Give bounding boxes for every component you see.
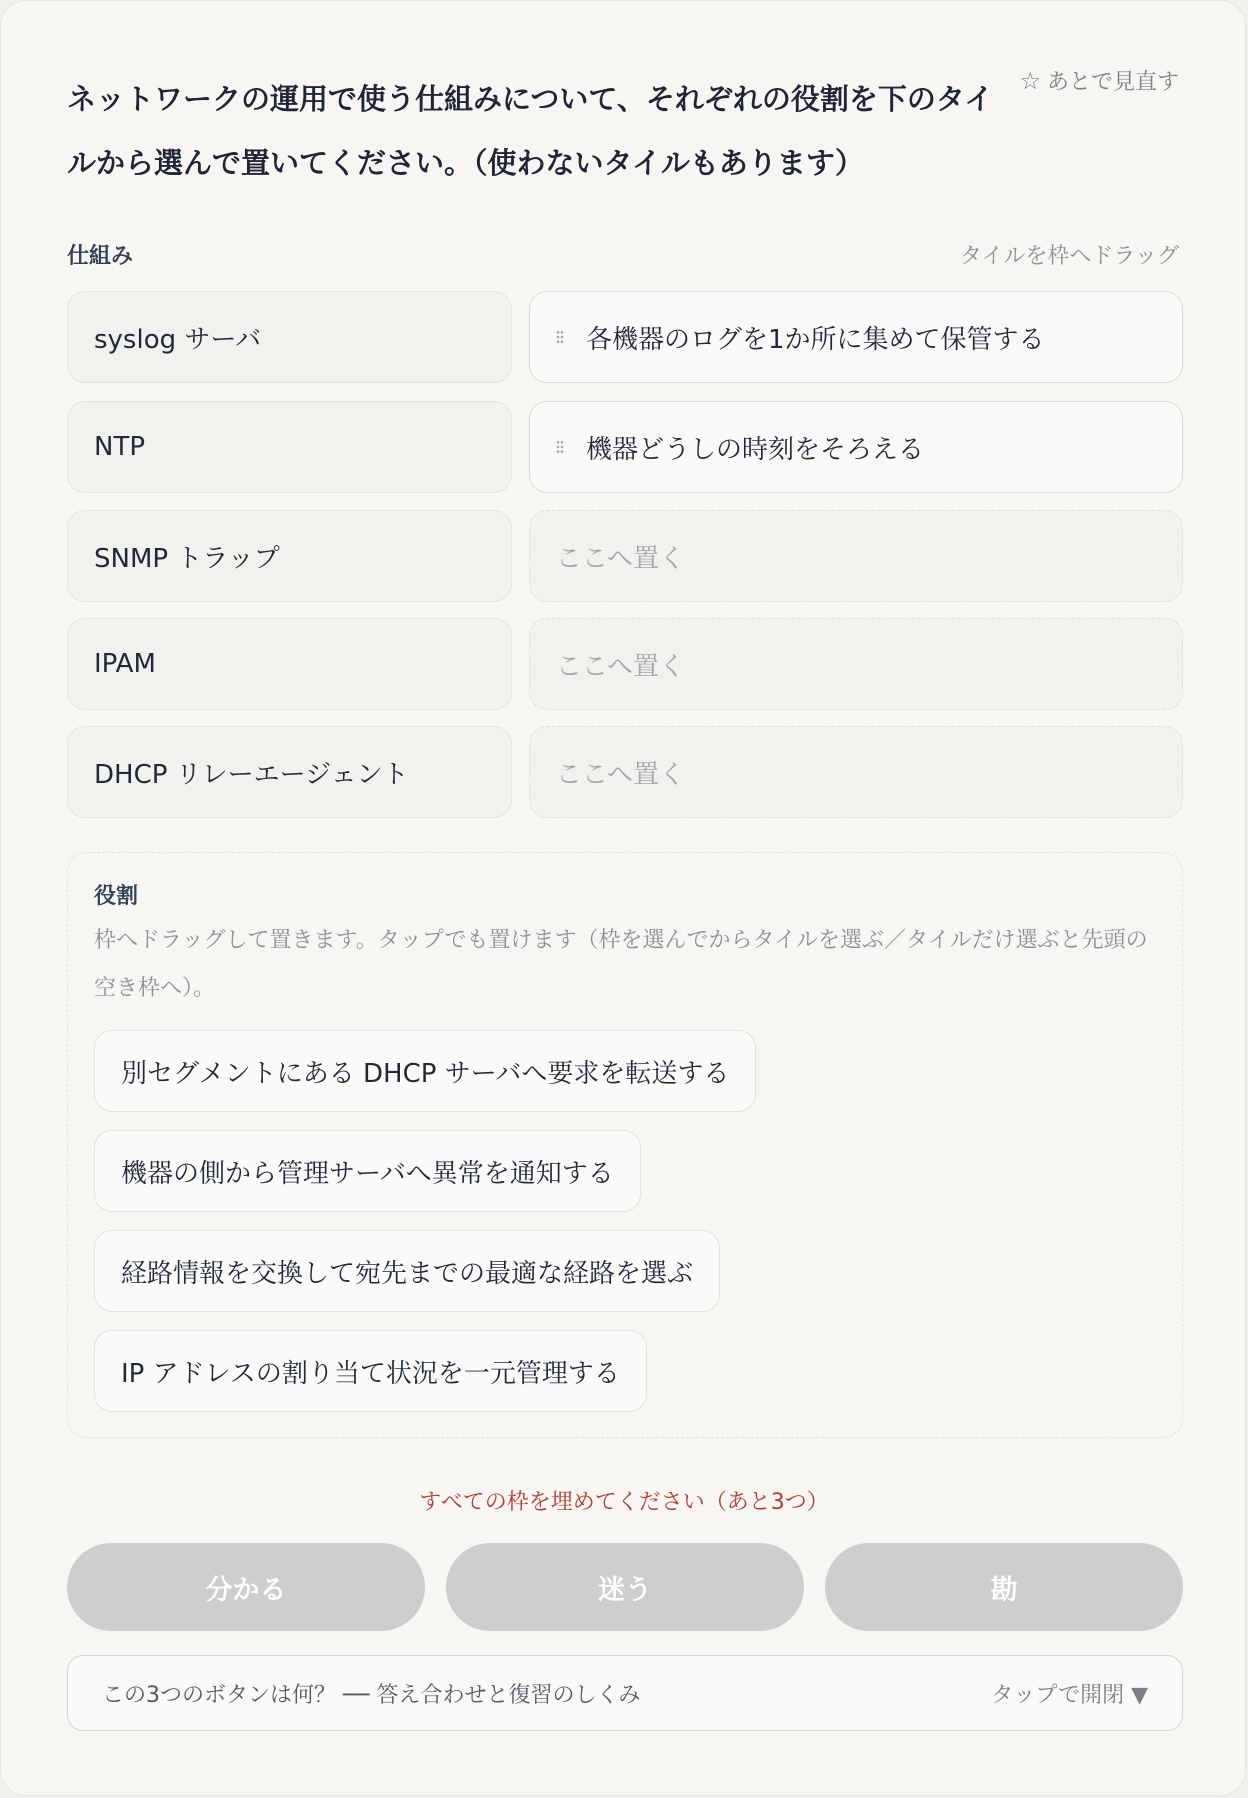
review-later-button[interactable] (1019, 65, 1179, 96)
mechanisms-header (67, 239, 1179, 270)
drag-handle-icon[interactable] (556, 330, 564, 344)
drop-slot-snmp-trap[interactable] (529, 510, 1183, 602)
term-syslog: syslog サーバ (67, 291, 512, 383)
confidence-buttons (67, 1543, 1183, 1631)
help-accordion-toggle[interactable]: タップで開閉 ▼ (991, 1682, 1148, 1708)
drop-placeholder: ここへ置く (556, 651, 685, 682)
role-tile[interactable]: 別セグメントにある DHCP サーバへ要求を転送する (94, 1030, 756, 1112)
drop-slot-ipam[interactable] (529, 618, 1183, 710)
roles-tile-pool (67, 852, 1183, 1438)
drop-placeholder: ここへ置く (556, 543, 685, 574)
know-button[interactable]: 分かる (67, 1543, 425, 1631)
drop-slot-dhcp-relay[interactable] (529, 726, 1183, 818)
match-row (67, 510, 1183, 602)
match-row (67, 401, 1183, 493)
drop-slot-ntp[interactable] (529, 401, 1183, 493)
drag-hint: タイルを枠へドラッグ (959, 244, 1179, 269)
match-row (67, 291, 1183, 383)
guess-button[interactable]: 勘 (825, 1543, 1183, 1631)
term-ipam: IPAM (67, 618, 512, 710)
term-snmp-trap: SNMP トラップ (67, 510, 512, 602)
role-tile[interactable]: 経路情報を交換して宛先までの最適な経路を選ぶ (94, 1230, 720, 1312)
placed-tile-label: 各機器のログを1か所に集めて保管する (586, 324, 1045, 355)
unsure-button[interactable]: 迷う (446, 1543, 804, 1631)
review-later-label: あとで見直す (1046, 70, 1179, 95)
drop-slot-syslog[interactable] (529, 291, 1183, 383)
star-outline-icon: ☆ (1019, 66, 1041, 95)
role-tile[interactable]: IP アドレスの割り当て状況を一元管理する (94, 1330, 647, 1412)
help-accordion-title: この3つのボタンは何？ ── 答え合わせと復習のしくみ (102, 1682, 641, 1708)
validation-message: すべての枠を埋めてください（あと3つ） (419, 1490, 829, 1515)
match-row (67, 618, 1183, 710)
question-text: ネットワークの運用で使う仕組みについて、それぞれの役割を下のタイルから選んで置いてください。（使わないタイルもあります） (67, 82, 994, 180)
match-row (67, 726, 1183, 818)
help-accordion[interactable] (67, 1655, 1183, 1731)
roles-title: 役割 (94, 884, 139, 909)
placed-tile-label: 機器どうしの時刻をそろえる (586, 434, 925, 465)
term-dhcp-relay: DHCP リレーエージェント (67, 726, 512, 818)
drop-placeholder: ここへ置く (556, 759, 685, 790)
mechanisms-title: 仕組み (67, 244, 134, 269)
drag-handle-icon[interactable] (556, 440, 564, 454)
role-tile[interactable]: 機器の側から管理サーバへ異常を通知する (94, 1130, 641, 1212)
term-ntp: NTP (67, 401, 512, 493)
roles-instructions: 枠へドラッグして置きます。タップでも置けます（枠を選んでからタイルを選ぶ／タイルだけ選ぶと先頭の空き枠へ）。 (94, 928, 1148, 1001)
